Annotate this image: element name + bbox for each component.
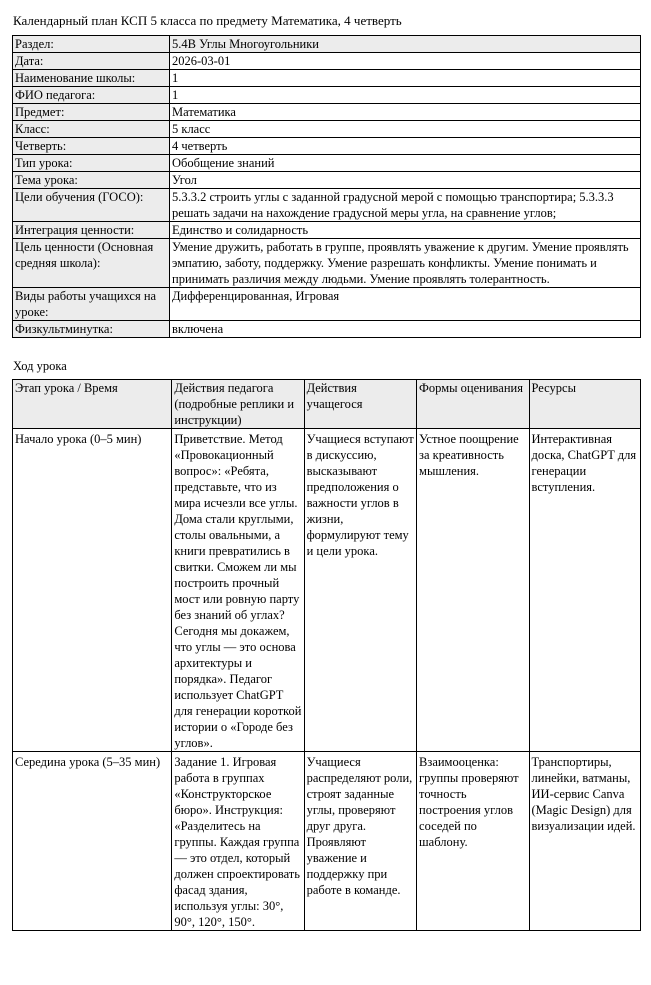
info-value: 5.3.3.2 строить углы с заданной градусной мерой с помощью транспортира; 5.3.3.3 решать задачи на нахождение градусной меры угла, на сравнение углов; [170, 189, 641, 222]
table-row [13, 429, 641, 752]
header-teacher: Действия педагога (подробные реплики и инструкции) [172, 380, 304, 429]
lesson-info-table [12, 35, 641, 338]
info-key: Предмет: [13, 104, 170, 121]
student-cell: Учащиеся вступают в дискуссию, высказывают предположения о важности углов в жизни, формулируют тему и цели урока. [304, 429, 416, 752]
info-value: 2026-03-01 [170, 53, 641, 70]
info-value: Математика [170, 104, 641, 121]
info-value: 1 [170, 87, 641, 104]
info-value: Единство и солидарность [170, 222, 641, 239]
info-row [13, 70, 641, 87]
stage-cell: Начало урока (0–5 мин) [13, 429, 172, 752]
assessment-cell: Устное поощрение за креативность мышления. [417, 429, 529, 752]
info-row [13, 138, 641, 155]
info-value: Угол [170, 172, 641, 189]
assessment-cell: Взаимооценка: группы проверяют точность построения углов соседей по шаблону. [417, 752, 529, 931]
info-key: Класс: [13, 121, 170, 138]
info-value: Дифференцированная, Игровая [170, 288, 641, 321]
info-row [13, 321, 641, 338]
info-row [13, 189, 641, 222]
resources-cell: Транспортиры, линейки, ватманы, ИИ-сервис Canva (Magic Design) для визуализации идей. [529, 752, 640, 931]
info-value: Умение дружить, работать в группе, проявлять уважение к другим. Умение проявлять эмпатию, заботу, поддержку. Умение разрешать конфликты. Умение понимать и принимать различия между людьми. Умение проявлять толерантность. [170, 239, 641, 288]
resources-cell: Интерактивная доска, ChatGPT для генерации вступления. [529, 429, 640, 752]
info-key: ФИО педагога: [13, 87, 170, 104]
info-value: 1 [170, 70, 641, 87]
header-stage: Этап урока / Время [13, 380, 172, 429]
info-value: включена [170, 321, 641, 338]
info-row [13, 121, 641, 138]
teacher-cell: Задание 1. Игровая работа в группах «Конструкторское бюро». Инструкция: «Разделитесь на группы. Каждая группа — это отдел, который должен спроектировать фасад здания, используя углы: 30°, 90°, 120°, 150°. [172, 752, 304, 931]
info-row [13, 239, 641, 288]
info-value: Обобщение знаний [170, 155, 641, 172]
info-key: Раздел: [13, 36, 170, 53]
info-key: Дата: [13, 53, 170, 70]
info-key: Тип урока: [13, 155, 170, 172]
info-key: Виды работы учащихся на уроке: [13, 288, 170, 321]
stage-cell: Середина урока (5–35 мин) [13, 752, 172, 931]
teacher-cell: Приветствие. Метод «Провокационный вопрос»: «Ребята, представьте, что из мира исчезли все углы. Дома стали круглыми, столы овальными, а книги превратились в свитки. Сможем ли мы построить прочный мост или ровную парту без знаний об углах? Сегодня мы докажем, что углы — это основа архитектуры и порядка». Педагог использует ChatGPT для генерации короткой истории о «Городе без углов». [172, 429, 304, 752]
info-key: Интеграция ценности: [13, 222, 170, 239]
plan-header-row [13, 380, 641, 429]
info-key: Физкультминутка: [13, 321, 170, 338]
info-row [13, 87, 641, 104]
lesson-plan-table [12, 379, 641, 931]
info-row [13, 288, 641, 321]
info-row [13, 104, 641, 121]
info-key: Цель ценности (Основная средняя школа): [13, 239, 170, 288]
header-student: Действия учащегося [304, 380, 416, 429]
info-value: 4 четверть [170, 138, 641, 155]
info-key: Цели обучения (ГОСО): [13, 189, 170, 222]
info-row [13, 53, 641, 70]
page-title: Календарный план КСП 5 класса по предмету Математика, 4 четверть [13, 13, 402, 28]
info-key: Четверть: [13, 138, 170, 155]
info-row [13, 36, 641, 53]
info-row [13, 155, 641, 172]
header-resources: Ресурсы [529, 380, 640, 429]
section-label: Ход урока [13, 359, 67, 373]
student-cell: Учащиеся распределяют роли, строят заданные углы, проверяют друг друга. Проявляют уважение и поддержку при работе в команде. [304, 752, 416, 931]
table-row [13, 752, 641, 931]
info-key: Наименование школы: [13, 70, 170, 87]
info-value: 5.4В Углы Многоугольники [170, 36, 641, 53]
info-key: Тема урока: [13, 172, 170, 189]
info-row [13, 222, 641, 239]
info-value: 5 класс [170, 121, 641, 138]
info-row [13, 172, 641, 189]
header-assessment: Формы оценивания [417, 380, 529, 429]
